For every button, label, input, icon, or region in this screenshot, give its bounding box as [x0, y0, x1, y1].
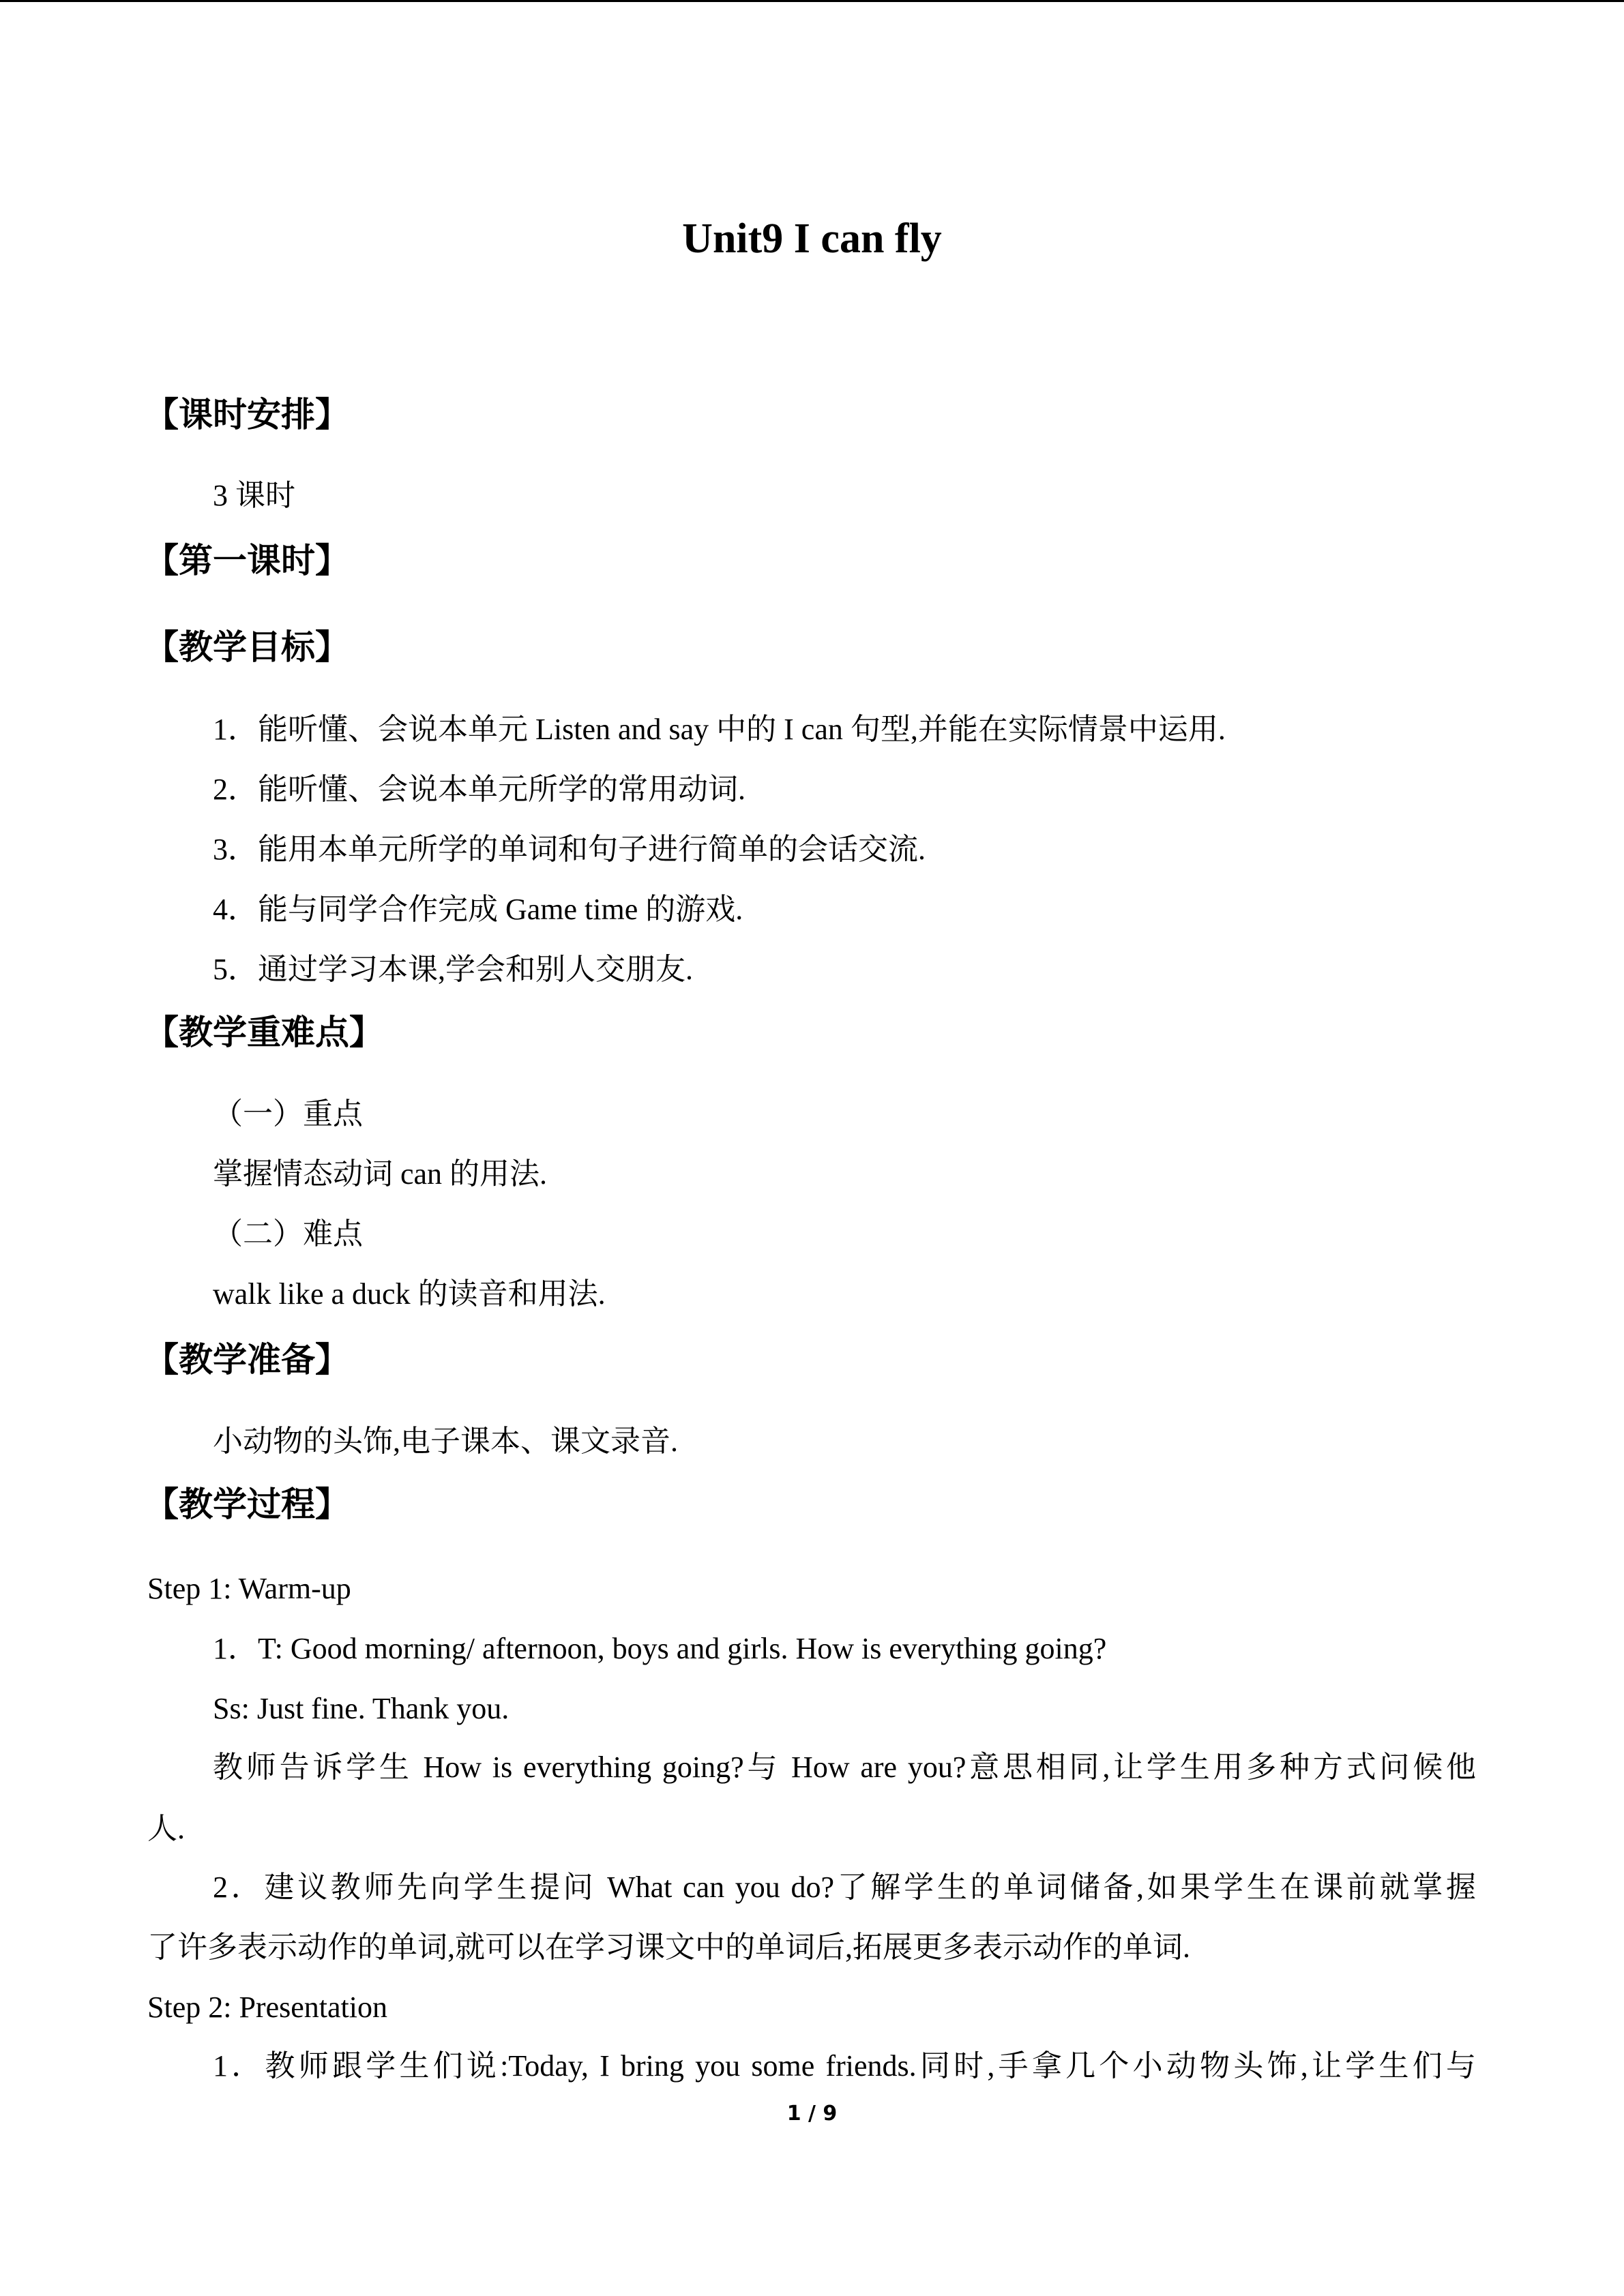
step1-line-3b: 人.	[147, 1812, 185, 1845]
objective-item-5: 5．通过学习本课,学会和别人交朋友.	[213, 953, 693, 986]
step1-line-4a: 2．建议教师先向学生提问 What can you do?了解学生的单词储备,如果学生在课前就掌握	[213, 1870, 1476, 1904]
top-border-rule	[0, 0, 1624, 2]
difficulty-label: （二）难点	[213, 1217, 363, 1251]
heading-lesson-one: 【第一课时】	[145, 541, 349, 580]
heading-schedule: 【课时安排】	[145, 395, 349, 434]
objective-item-4: 4．能与同学合作完成 Game time 的游戏.	[213, 893, 743, 926]
heading-key-points: 【教学重难点】	[145, 1013, 383, 1052]
step1-line-1: 1．T: Good morning/ afternoon, boys and girls. How is everything going?	[213, 1632, 1107, 1665]
step2-title: Step 2: Presentation	[147, 1991, 387, 2024]
heading-process: 【教学过程】	[145, 1485, 349, 1524]
focus-text: 掌握情态动词 can 的用法.	[213, 1157, 548, 1191]
page-number: 1 / 9	[786, 2102, 838, 2126]
step1-title: Step 1: Warm-up	[147, 1572, 351, 1605]
step1-line-2: Ss: Just fine. Thank you.	[213, 1692, 510, 1725]
difficulty-text: walk like a duck 的读音和用法.	[213, 1277, 606, 1311]
step1-line-3a: 教师告诉学生 How is everything going?与 How are you?意思相同,让学生用多种方式问候他	[213, 1750, 1476, 1784]
heading-preparation: 【教学准备】	[145, 1340, 349, 1380]
step2-line-1: 1．教师跟学生们说:Today, I bring you some friends.同时,手拿几个小动物头饰,让学生们与	[213, 2049, 1476, 2083]
preparation-text: 小动物的头饰,电子课本、课文录音.	[213, 1425, 678, 1458]
document-title: Unit9 I can fly	[682, 215, 942, 262]
objective-item-1: 1．能听懂、会说本单元 Listen and say 中的 I can 句型,并能在实际情景中运用.	[213, 713, 1226, 746]
objective-item-2: 2．能听懂、会说本单元所学的常用动词.	[213, 773, 745, 806]
step1-line-4b: 了许多表示动作的单词,就可以在学习课文中的单词后,拓展更多表示动作的单词.	[147, 1930, 1190, 1964]
schedule-text: 3 课时	[213, 479, 295, 512]
objective-item-3: 3．能用本单元所学的单词和句子进行简单的会话交流.	[213, 833, 926, 866]
heading-objectives: 【教学目标】	[145, 627, 349, 667]
focus-label: （一）重点	[213, 1097, 363, 1131]
